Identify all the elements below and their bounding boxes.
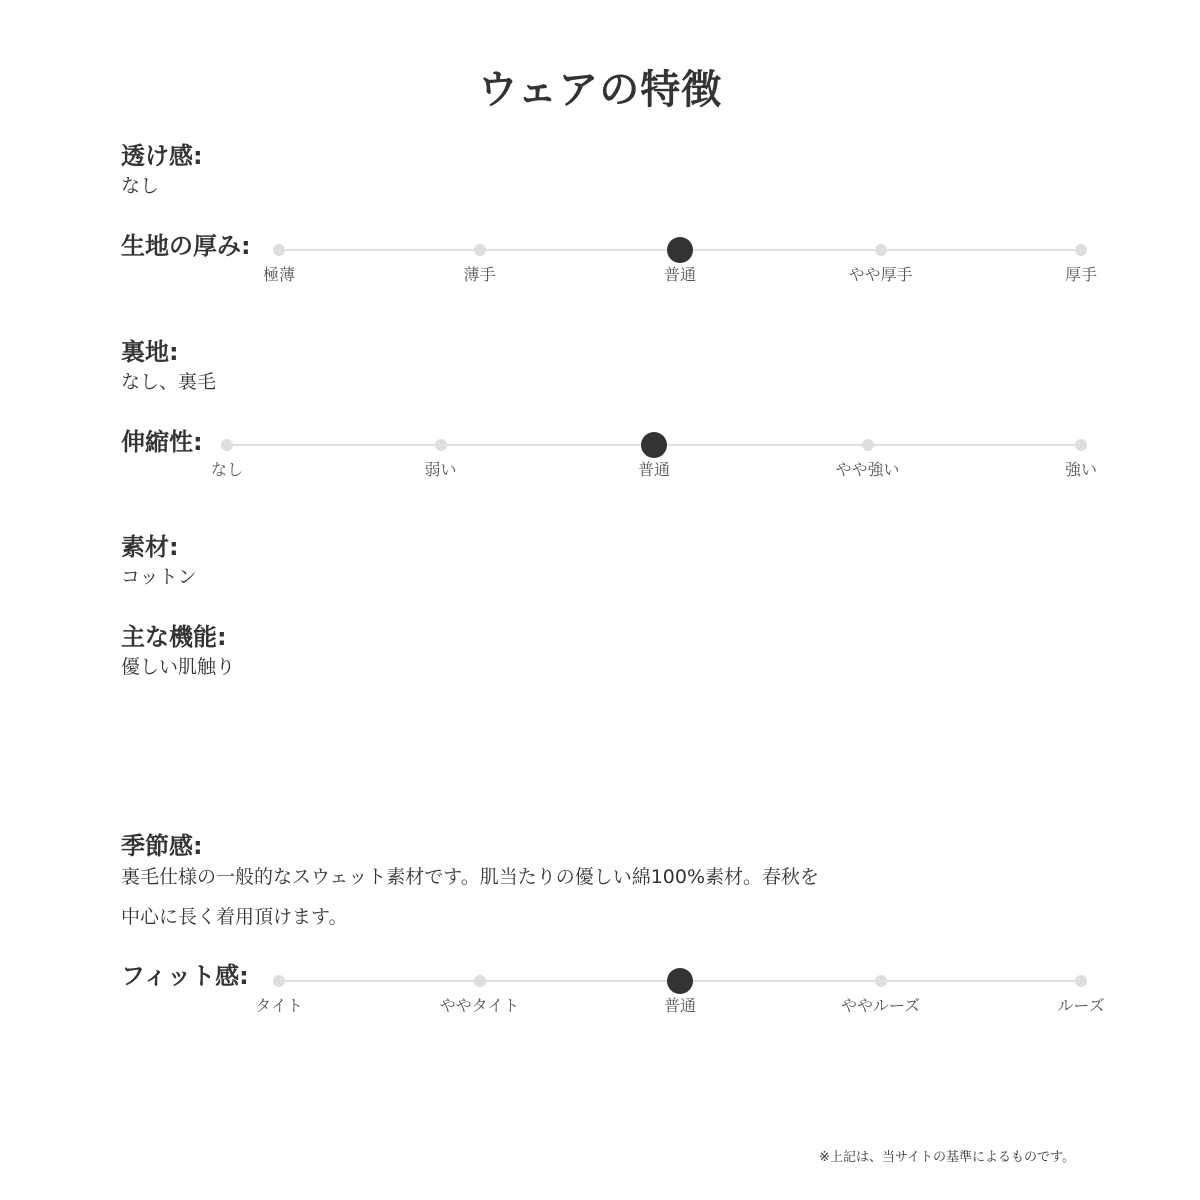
function-value: 優しい肌触り: [121, 656, 236, 678]
fit-scale-option-label: 普通: [663, 996, 697, 1015]
fit-label: フィット感:: [121, 962, 249, 990]
stretch-scale-dot: [862, 439, 874, 451]
stretch-label: 伸縮性:: [121, 428, 203, 456]
function-label: 主な機能:: [121, 623, 227, 651]
lining-value: なし、裏毛: [121, 371, 217, 393]
stretch-scale-option-label: 弱い: [424, 460, 457, 479]
thickness-scale-option-label: 極薄: [262, 265, 296, 284]
stretch-scale-dot: [1075, 439, 1087, 451]
thickness-scale-option-label: 薄手: [463, 265, 496, 284]
stretch-scale-option-label: 強い: [1064, 460, 1098, 479]
fit-scale-dot: [474, 975, 486, 987]
transparency-value: なし: [121, 175, 160, 197]
stretch-scale-option-label: 普通: [637, 460, 671, 479]
stretch-scale-option-label: やや強い: [835, 460, 900, 479]
footnote: ※上記は、当サイトの基準によるものです。: [819, 1150, 1075, 1165]
thickness-scale-option-label: 普通: [663, 265, 697, 284]
fit-scale-dot: [875, 975, 887, 987]
fit-scale-option-label: ややルーズ: [840, 996, 921, 1015]
thickness-scale-option-label: 厚手: [1064, 265, 1098, 284]
thickness-scale-dot: [474, 244, 486, 256]
fit-scale-option-label: タイト: [255, 996, 303, 1015]
thickness-scale-dot-selected: [667, 237, 693, 263]
stretch-scale-dot-selected: [641, 432, 667, 458]
page-title: ウェアの特徴: [477, 67, 723, 113]
material-value: コットン: [121, 566, 197, 588]
fit-scale-dot: [1075, 975, 1087, 987]
thickness-scale-option-label: やや厚手: [848, 265, 913, 284]
stretch-scale-dot: [435, 439, 447, 451]
season-label: 季節感:: [121, 832, 203, 860]
thickness-label: 生地の厚み:: [121, 232, 251, 260]
fit-scale-option-label: ややタイト: [439, 996, 520, 1015]
transparency-label: 透け感:: [121, 142, 203, 170]
thickness-scale-dot: [1075, 244, 1087, 256]
fit-scale-dot: [273, 975, 285, 987]
stretch-scale-option-label: なし: [210, 460, 244, 479]
fit-scale-dot-selected: [667, 968, 693, 994]
thickness-scale-dot: [875, 244, 887, 256]
thickness-scale-dot: [273, 244, 285, 256]
material-label: 素材:: [121, 533, 179, 561]
lining-label: 裏地:: [121, 338, 179, 366]
stretch-scale-dot: [221, 439, 233, 451]
season-text-line1: 裏毛仕様の一般的なスウェット素材です。肌当たりの優しい綿100%素材。春秋を: [121, 866, 820, 888]
season-text-line2: 中心に長く着用頂けます。: [121, 906, 348, 928]
fit-scale-option-label: ルーズ: [1057, 996, 1105, 1015]
